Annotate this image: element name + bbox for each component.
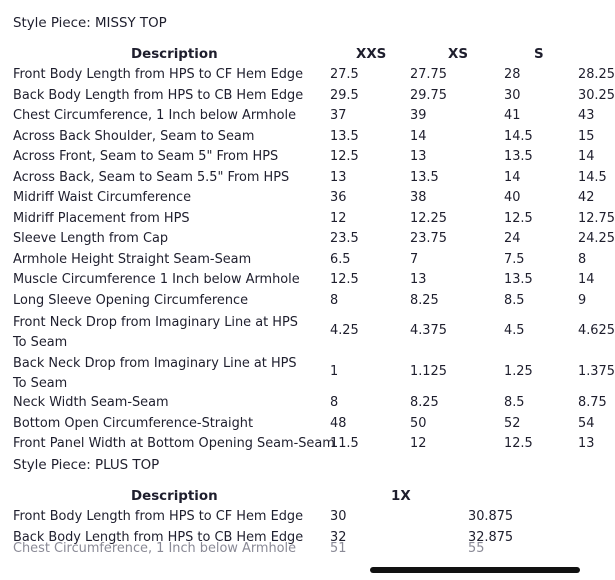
- row-value: 13.5: [410, 169, 439, 185]
- row-value: 12.75: [578, 210, 615, 226]
- row-value: 4.375: [410, 323, 447, 338]
- row-value: 7: [410, 251, 419, 267]
- table-row: [13, 149, 613, 169]
- row-label: Muscle Circumference 1 Inch below Armhole: [13, 272, 300, 287]
- row-value: 24.25: [578, 231, 615, 246]
- row-value: 14: [578, 272, 595, 287]
- row-value: 8.75: [578, 395, 607, 410]
- row-label: Sleeve Length from Cap: [13, 231, 169, 246]
- table-row: [13, 211, 613, 231]
- table-row: [13, 252, 613, 272]
- row-label: Midriff Placement from HPS: [13, 210, 190, 226]
- row-value: 14: [410, 128, 427, 144]
- row-value: 12: [410, 436, 427, 451]
- row-value: 13.5: [330, 128, 359, 144]
- row-value: 4.625: [578, 323, 615, 338]
- row-value: 52: [504, 415, 521, 431]
- row-value: 40: [504, 190, 521, 205]
- row-value: 43: [578, 108, 595, 123]
- table-row: [13, 190, 613, 210]
- row-label: Front Panel Width at Bottom Opening Seam-Seam: [13, 436, 335, 451]
- row-value: 8: [330, 395, 339, 410]
- plus-table-row-partial: [13, 541, 613, 558]
- row-value: 23.5: [330, 231, 359, 246]
- plus-size-header-1x: 1X: [391, 489, 411, 504]
- row-value: 14.5: [504, 128, 533, 144]
- row-value: 1.375: [578, 364, 615, 379]
- row-value: 37: [330, 108, 347, 123]
- row-label: Across Front, Seam to Seam 5" From HPS: [13, 149, 279, 164]
- row-value: 8.5: [504, 292, 525, 308]
- row-value: 14: [578, 149, 595, 164]
- table-row: [13, 293, 613, 313]
- row-label: Back Body Length from HPS to CB Hem Edge: [13, 529, 304, 545]
- partial-row-label: Chest Circumference, 1 Inch below Armhole: [13, 541, 297, 556]
- row-value: 54: [578, 415, 595, 431]
- row-value: 39: [410, 108, 427, 123]
- row-value: 41: [504, 108, 521, 123]
- row-value: 14.5: [578, 169, 607, 185]
- row-value: 13: [410, 149, 427, 164]
- table-row: [13, 509, 613, 529]
- row-label: Across Back Shoulder, Seam to Seam: [13, 128, 255, 144]
- table-row: [13, 354, 613, 394]
- row-label: Front Body Length from HPS to CF Hem Edge: [13, 67, 304, 82]
- row-value: 12.5: [504, 210, 533, 226]
- partial-row-value-1x: 51: [330, 541, 347, 556]
- row-label: Neck Width Seam-Seam: [13, 395, 169, 410]
- row-value: 30.875: [468, 509, 514, 524]
- row-value: 8: [330, 292, 339, 308]
- row-value: 1.25: [504, 364, 533, 379]
- horizontal-scrollbar[interactable]: [370, 567, 580, 573]
- row-value: 7.5: [504, 251, 525, 267]
- row-value: 38: [410, 190, 427, 205]
- row-value: 9: [578, 292, 587, 308]
- row-value: 28.25: [578, 67, 615, 82]
- row-value: 29.5: [330, 87, 359, 103]
- table-row: [13, 231, 613, 251]
- row-value: 4.5: [504, 323, 525, 338]
- row-label: Armhole Height Straight Seam-Seam: [13, 251, 252, 267]
- plus-description-header: Description: [131, 489, 218, 504]
- table-row: [13, 436, 613, 456]
- table-row: [13, 67, 613, 87]
- row-value: 30: [504, 87, 521, 103]
- row-value: 48: [330, 415, 347, 431]
- row-label: Back Neck Drop from Imaginary Line at HPS To Seam: [13, 356, 297, 391]
- row-value: 13.5: [504, 149, 533, 164]
- row-value: 32: [330, 529, 347, 545]
- row-value: 24: [504, 231, 521, 246]
- row-value: 15: [578, 128, 595, 144]
- row-value: 13.5: [504, 272, 533, 287]
- row-value: 13: [578, 436, 595, 451]
- row-value: 29.75: [410, 87, 447, 103]
- row-value: 12: [330, 210, 347, 226]
- row-label: Back Body Length from HPS to CB Hem Edge: [13, 87, 304, 103]
- row-value: 12.25: [410, 210, 447, 226]
- row-value: 8.25: [410, 395, 439, 410]
- row-value: 30: [330, 509, 347, 524]
- row-value: 1.125: [410, 364, 447, 379]
- row-label: Across Back, Seam to Seam 5.5" From HPS: [13, 169, 290, 185]
- row-value: 27.5: [330, 67, 359, 82]
- table-row: [13, 416, 613, 436]
- row-value: 8.25: [410, 292, 439, 308]
- row-value: 11.5: [330, 436, 359, 451]
- partial-row-value-2x: 55: [468, 541, 485, 556]
- row-label: Bottom Open Circumference-Straight: [13, 415, 253, 431]
- row-label: Chest Circumference, 1 Inch below Armhole: [13, 108, 297, 123]
- table-row: [13, 272, 613, 292]
- row-value: 42: [578, 190, 595, 205]
- row-value: 6.5: [330, 251, 351, 267]
- row-label: Long Sleeve Opening Circumference: [13, 292, 249, 308]
- row-value: 8.5: [504, 395, 525, 410]
- row-value: 12.5: [330, 149, 359, 164]
- row-value: 28: [504, 67, 521, 82]
- row-value: 14: [504, 169, 521, 185]
- row-value: 50: [410, 415, 427, 431]
- table-row: [13, 395, 613, 415]
- row-label: Midriff Waist Circumference: [13, 190, 192, 205]
- missy-description-header: Description: [131, 47, 218, 62]
- row-value: 12.5: [504, 436, 533, 451]
- missy-size-header-xxs: XXS: [356, 47, 387, 62]
- row-value: 13: [330, 169, 347, 185]
- row-value: 23.75: [410, 231, 447, 246]
- style-piece-missy-label: Style Piece: MISSY TOP: [13, 16, 167, 31]
- row-value: 1: [330, 364, 339, 379]
- row-value: 13: [410, 272, 427, 287]
- style-piece-plus-label: Style Piece: PLUS TOP: [13, 458, 160, 473]
- missy-size-header-xs: XS: [448, 47, 468, 62]
- row-label: Front Neck Drop from Imaginary Line at HPS To Seam: [13, 315, 298, 350]
- row-value: 32.875: [468, 529, 514, 545]
- row-value: 12.5: [330, 272, 359, 287]
- table-row: [13, 129, 613, 149]
- row-value: 36: [330, 190, 347, 205]
- row-value: 30.25: [578, 87, 615, 103]
- row-value: 27.75: [410, 67, 447, 82]
- table-row: [13, 170, 613, 190]
- table-row: [13, 88, 613, 108]
- missy-size-header-s: S: [534, 47, 544, 62]
- row-label: Front Body Length from HPS to CF Hem Edge: [13, 509, 304, 524]
- table-row: [13, 313, 613, 353]
- row-value: 4.25: [330, 323, 359, 338]
- table-row: [13, 108, 613, 128]
- row-value: 8: [578, 251, 587, 267]
